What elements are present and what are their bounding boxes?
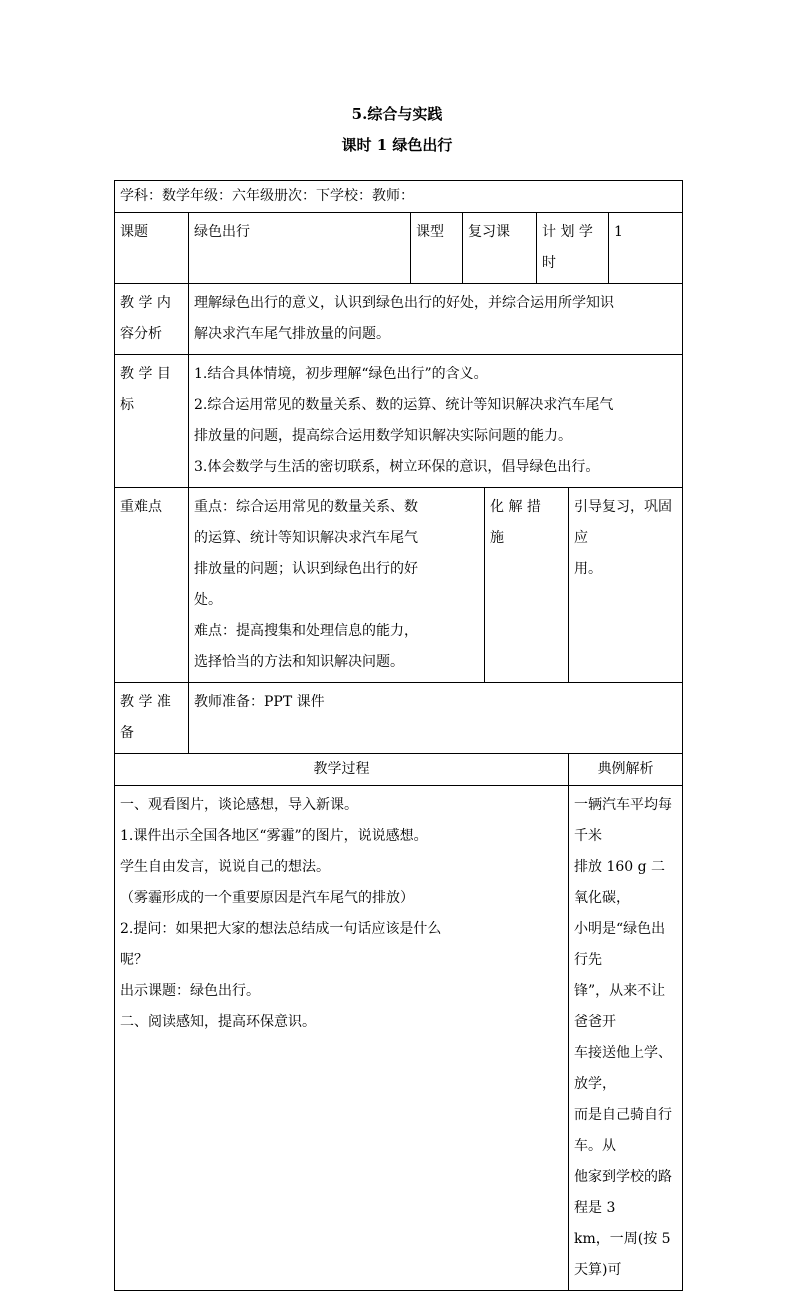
planned-hours-label-line: 计 划 学 [542,224,593,240]
text-line: 解决求汽车尾气排放量的问题。 [194,326,390,342]
text-line: 小明是“绿色出行先 [574,921,666,968]
text-line: 2.提问：如果把大家的想法总结成一句话应该是什么 [120,921,442,937]
content-analysis-row [115,284,683,355]
preparation-text: 教师准备：PPT 课件 [189,683,683,754]
text-line: 一、观看图片，谈论感想，导入新课。 [120,797,358,813]
lesson-type-label: 课型 [411,213,463,284]
text-line: 排放量的问题，提高综合运用数学知识解决实际问题的能力。 [194,428,572,444]
text-line: 重点：综合运用常见的数量关系、数 [194,499,418,515]
objectives-row [115,355,683,488]
text-line: 引导复习，巩固应 [574,499,672,546]
label-line: 教 学 准 [120,694,171,710]
text-line: km，一周(按 5 天算)可 [574,1231,671,1278]
label-line: 备 [120,725,134,741]
label-line: 施 [490,530,504,546]
planned-hours-label-line: 时 [542,255,556,271]
process-text [115,786,569,1291]
meta-row [115,181,683,213]
text-line: 锋”，从来不让爸爸开 [574,983,666,1030]
label-line: 标 [120,397,134,413]
text-line: 一辆汽车平均每千米 [574,797,672,844]
text-line: 选择恰当的方法和知识解决问题。 [194,654,404,670]
text-line: 二、阅读感知，提高环保意识。 [120,1014,316,1030]
text-line: 而是自己骑自行车。从 [574,1107,672,1154]
section-header-row [115,754,683,786]
planned-hours-value: 1 [609,213,683,284]
content-analysis-label [115,284,189,355]
text-line: 1.结合具体情境，初步理解“绿色出行”的含义。 [194,366,488,382]
text-line: 2.综合运用常见的数量关系、数的运算、统计等知识解决求汽车尾气 [194,397,614,413]
text-line: 难点：提高搜集和处理信息的能力， [194,623,418,639]
key-points-label: 重难点 [115,488,189,683]
text-line: 他家到学校的路程是 3 [574,1169,672,1216]
preparation-row [115,683,683,754]
text-line: 呢？ [120,952,148,968]
label-line: 教 学 目 [120,366,171,382]
measures-text [569,488,683,683]
objectives-label [115,355,189,488]
lesson-type-value: 复习课 [463,213,537,284]
key-points-text [189,488,485,683]
preparation-label [115,683,189,754]
text-line: 处。 [194,592,222,608]
topic-row [115,213,683,284]
text-line: 排放量的问题；认识到绿色出行的好 [194,561,418,577]
meta-info: 学科：数学年级：六年级册次：下学校：教师： [115,181,683,213]
text-line: 车接送他上学、放学， [574,1045,672,1092]
label-line: 容分析 [120,326,162,342]
example-text [569,786,683,1291]
objectives-text [189,355,683,488]
process-row [115,786,683,1291]
text-line: 理解绿色出行的意义，认识到绿色出行的好处，并综合运用所学知识 [194,295,614,311]
text-line: 出示课题：绿色出行。 [120,983,260,999]
text-line: 学生自由发言，说说自己的想法。 [120,859,330,875]
content-analysis-text [189,284,683,355]
label-line: 化 解 措 [490,499,541,515]
lesson-subtitle: 课时 1 绿色出行 [341,136,453,154]
text-line: 的运算、统计等知识解决求汽车尾气 [194,530,418,546]
measures-label [485,488,569,683]
example-header: 典例解析 [569,754,683,786]
document-title: 5.综合与实践 [351,105,443,123]
topic-label: 课题 [115,213,189,284]
process-header: 教学过程 [115,754,569,786]
planned-hours-label [537,213,609,284]
text-line: 用。 [574,561,602,577]
topic-value: 绿色出行 [189,213,411,284]
label-line: 教 学 内 [120,295,171,311]
text-line: 排放 160 g 二氧化碳， [574,859,666,906]
text-line: （雾霾形成的一个重要原因是汽车尾气的排放） [120,890,414,906]
key-points-row [115,488,683,683]
text-line: 1.课件出示全国各地区“雾霾”的图片，说说感想。 [120,828,428,844]
lesson-plan-table [114,180,683,1291]
text-line: 3.体会数学与生活的密切联系，树立环保的意识，倡导绿色出行。 [194,459,600,475]
